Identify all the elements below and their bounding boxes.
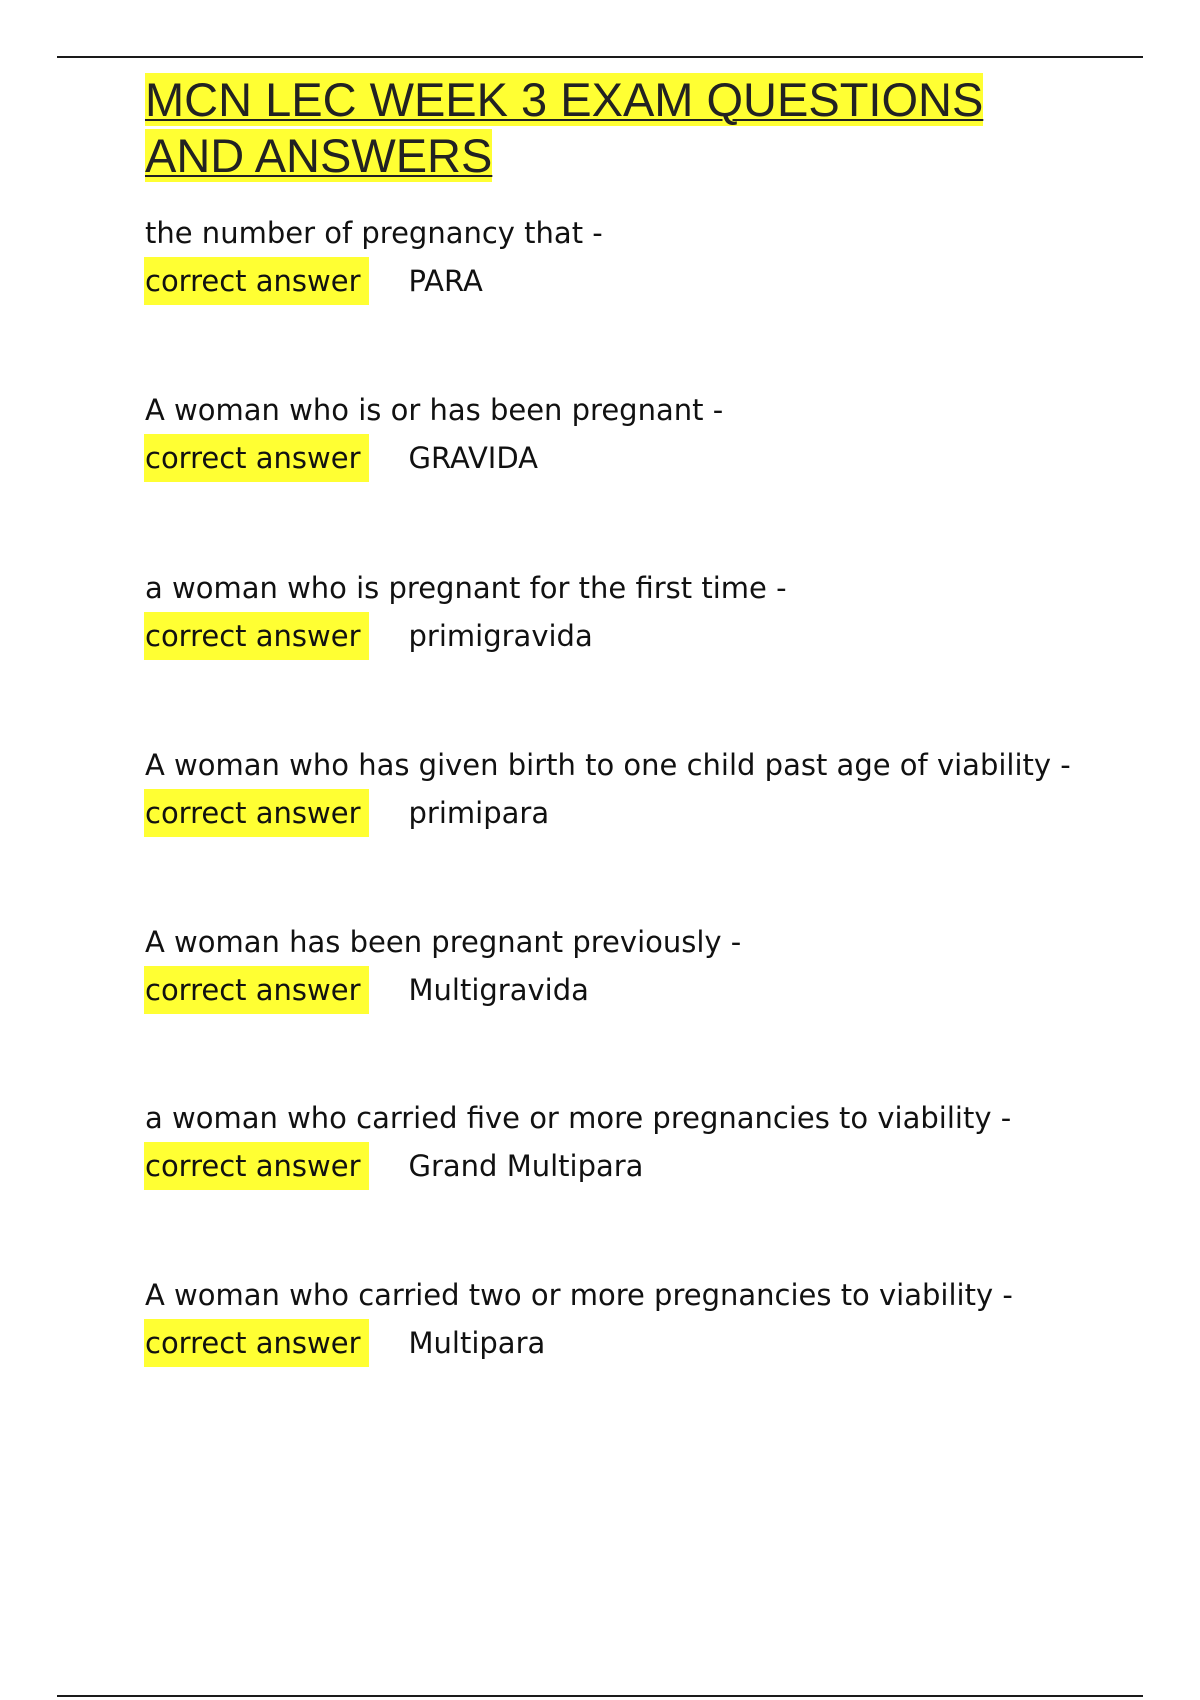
answer-row: [145, 966, 1045, 1014]
qa-item: [145, 564, 1045, 660]
question-text: a woman who is pregnant for the first time -: [145, 571, 787, 605]
question-text: A woman has been pregnant previously -: [145, 925, 742, 959]
question-text: A woman who is or has been pregnant -: [145, 393, 724, 427]
answer-row: [145, 612, 1045, 660]
question-text: A woman who has given birth to one child past age of viability -: [145, 748, 1071, 782]
correct-answer-label: correct answer: [144, 434, 369, 482]
qa-item: [145, 741, 1071, 837]
answer-text: Grand Multipara: [408, 1149, 644, 1183]
answer-row: [145, 257, 1045, 305]
qa-item: [145, 918, 1045, 1014]
correct-answer-label: correct answer: [144, 789, 369, 837]
question-text: the number of pregnancy that -: [145, 216, 603, 250]
answer-text: primipara: [408, 796, 550, 830]
correct-answer-label: correct answer: [144, 1319, 369, 1367]
qa-item: [145, 209, 1045, 305]
question-text: A woman who carried two or more pregnancies to viability -: [145, 1278, 1013, 1312]
answer-row: [145, 789, 1045, 837]
answer-text: PARA: [408, 264, 483, 298]
title-line-1: MCN LEC WEEK 3 EXAM QUESTIONS: [145, 73, 984, 126]
correct-answer-label: correct answer: [144, 257, 369, 305]
qa-item: [145, 386, 1045, 482]
answer-text: Multigravida: [408, 973, 589, 1007]
qa-item: [145, 1271, 1045, 1367]
correct-answer-label: correct answer: [144, 966, 369, 1014]
qa-item: [145, 1094, 1045, 1190]
correct-answer-label: correct answer: [144, 612, 369, 660]
answer-row: [145, 434, 1045, 482]
answer-row: [145, 1319, 1045, 1367]
answer-row: [145, 1142, 1045, 1190]
answer-text: primigravida: [408, 619, 593, 653]
title-line-2: AND ANSWERS: [145, 129, 493, 182]
question-text: a woman who carried five or more pregnancies to viability -: [145, 1101, 1012, 1135]
top-rule: [57, 56, 1143, 58]
correct-answer-label: correct answer: [144, 1142, 369, 1190]
answer-text: Multipara: [408, 1326, 546, 1360]
page-title: [145, 72, 1045, 184]
answer-text: GRAVIDA: [408, 441, 538, 475]
bottom-rule: [57, 1695, 1143, 1697]
